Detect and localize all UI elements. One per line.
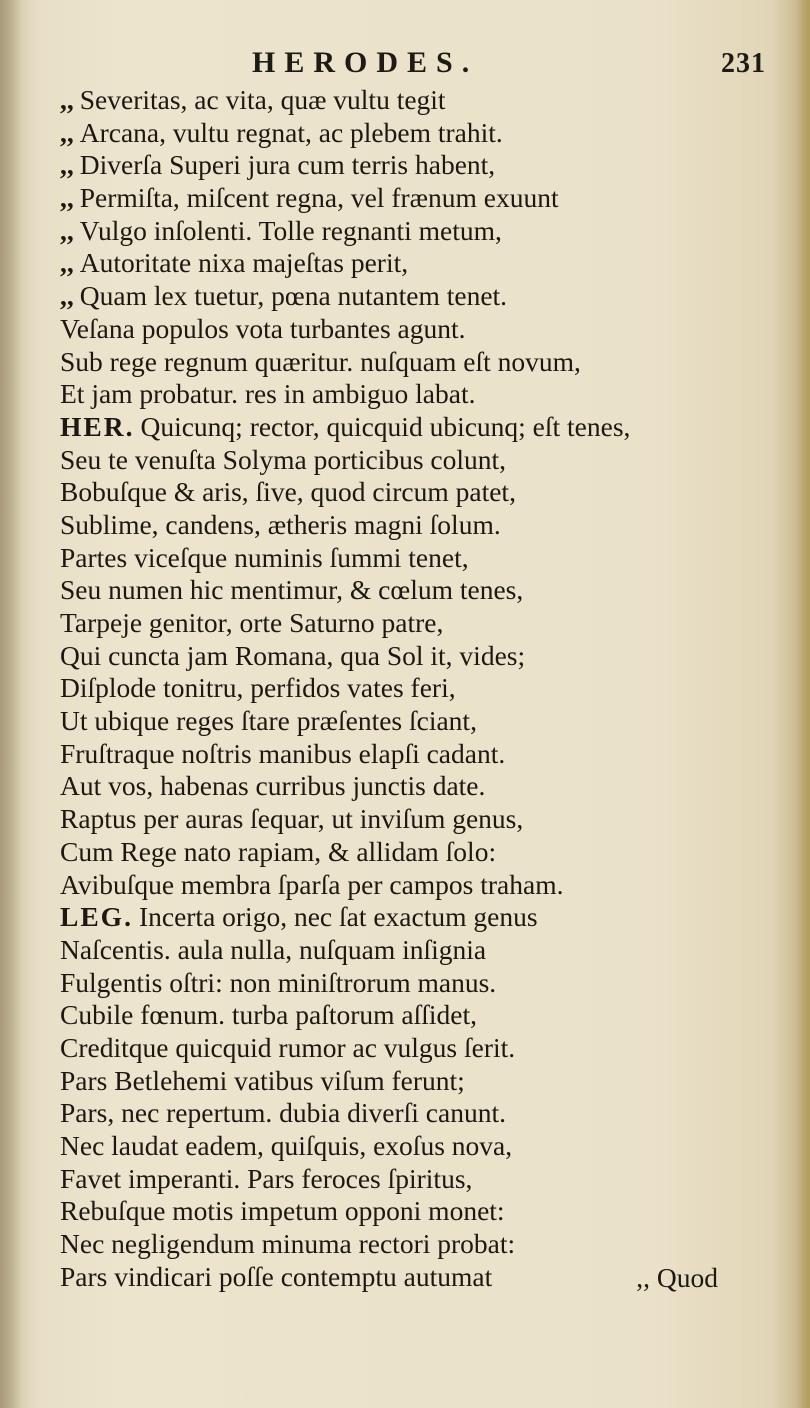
verse-line [60,313,750,346]
verse-line [60,542,750,575]
verse-line-text: Seu te venuſta Solyma porticibus colunt, [60,443,507,475]
quotation-mark: ,, [60,247,74,279]
verse-line-text: Diverſa Superi jura cum terris habent, [79,149,496,181]
speaker-label: HER. [60,410,135,442]
verse-line-text: Naſcentis. aula nulla, nuſquam inſignia [60,933,487,965]
verse-line [60,84,750,117]
verse-line [60,1097,750,1130]
verse-line-text: Raptus per auras ſequar, ut inviſum genus, [60,803,524,835]
quotation-mark: ,, [60,182,74,214]
verse-line [60,378,750,411]
verse-line-text: Nec laudat eadem, quiſquis, exoſus nova, [60,1130,513,1161]
verse-line-text: Pars, nec repertum. dubia diverſi canunt. [60,1097,506,1129]
verse-line [60,1032,750,1065]
verse-line [60,280,750,313]
verse-line-text: Pars Betlehemi vatibus viſum ferunt; [60,1064,465,1096]
verse-line-text: Cubile fœnum. turba paſtorum aſſidet, [60,999,477,1031]
verse-line [60,869,750,902]
verse-line-text: Arcana, vultu regnat, ac plebem trahit. [79,116,503,148]
verse-line-text: Partes viceſque numinis ſummi tenet, [60,541,469,573]
verse-line [60,182,750,215]
page-gutter-shadow [0,0,22,1408]
verse-line-text: Quicunq; rector, quicquid ubicunq; eſt tenes, [140,410,631,442]
verse-line-text: Fruſtraque noſtris manibus elapſi cadant. [60,737,506,769]
verse-line [60,1130,750,1163]
verse-line-text: Sublime, candens, ætheris magni ſolum. [60,508,501,540]
speaker-label: LEG. [60,901,133,933]
verse-line [60,444,750,477]
verse-line [60,967,750,1000]
verse-line-text: Pars vindicari poſſe contemptu autumat [60,1260,493,1292]
verse-line-text: Fulgentis oſtri: non miniſtrorum manus. [60,966,497,998]
verse-line [60,346,750,379]
verse-line-text: Bobuſque & aris, ſive, quod circum patet, [60,476,516,508]
verse-line [60,803,750,836]
verse-line-text: Favet imperanti. Pars feroces ſpiritus, [60,1162,473,1194]
running-title: HERODES. [252,46,479,79]
verse-line [60,672,750,705]
verse-line-text: Vulgo inſolenti. Tolle regnanti metum, [79,214,502,246]
verse-line [60,999,750,1032]
verse-line [60,607,750,640]
verse-line [60,247,750,280]
verse-line-text: Autoritate nixa majeſtas perit, [79,247,409,279]
quotation-mark: ,, [60,116,74,148]
verse-line [60,476,750,509]
verse-line [60,574,750,607]
page-header [60,46,766,82]
verse-line [60,934,750,967]
page-number: 231 [721,48,766,79]
verse-line-text: Permiſta, miſcent regna, vel frænum exuunt [79,182,559,214]
verse-line [60,411,750,444]
verse-line-text: Aut vos, habenas curribus junctis date. [60,770,486,802]
verse-line [60,117,750,150]
quotation-mark: ,, [60,214,74,246]
verse-line [60,1195,750,1228]
verse-text [60,84,750,1293]
verse-line-text: Severitas, ac vita, quæ vultu tegit [79,84,446,115]
page-edge-shadow [796,0,810,1408]
quotation-mark: ,, [60,149,74,181]
verse-line [60,705,750,738]
verse-line-text: Sub rege regnum quæritur. nuſquam eſt novum, [60,345,581,377]
verse-line-text: Cum Rege nato rapiam, & allidam ſolo: [60,835,497,867]
verse-line [60,640,750,673]
verse-line-text: Rebuſque motis impetum opponi monet: [60,1195,505,1227]
verse-line-text: Diſplode tonitru, perfidos vates feri, [60,672,456,704]
verse-line [60,509,750,542]
verse-line [60,1163,750,1196]
quotation-mark: ,, [60,84,74,115]
quotation-mark: ,, [60,280,74,312]
verse-line-text: Ut ubique reges ſtare præſentes ſciant, [60,705,477,737]
verse-line-text: Quam lex tuetur, pœna nutantem tenet. [79,280,508,312]
verse-line [60,1228,750,1261]
verse-line-text: Incerta origo, nec ſat exactum genus [138,901,538,933]
verse-line [60,738,750,771]
catchword: ,, Quod [636,1262,718,1293]
verse-line-text: Tarpeje genitor, orte Saturno patre, [60,607,444,638]
verse-line-text: Avibuſque membra ſparſa per campos traham. [60,868,564,900]
verse-line [60,901,750,934]
verse-line-text: Seu numen hic mentimur, & cœlum tenes, [60,574,524,606]
verse-line-text: Nec negligendum minuma rectori probat: [60,1228,516,1260]
verse-line [60,1065,750,1098]
verse-line [60,215,750,248]
verse-line [60,149,750,182]
verse-line-text: Qui cuncta jam Romana, qua Sol it, vides; [60,639,526,671]
verse-line [60,770,750,803]
verse-line [60,836,750,869]
verse-line-text: Creditque quicquid rumor ac vulgus ſerit. [60,1031,516,1063]
verse-line-text: Veſana populos vota turbantes agunt. [60,312,466,344]
verse-line-text: Et jam probatur. res in ambiguo labat. [60,378,476,410]
